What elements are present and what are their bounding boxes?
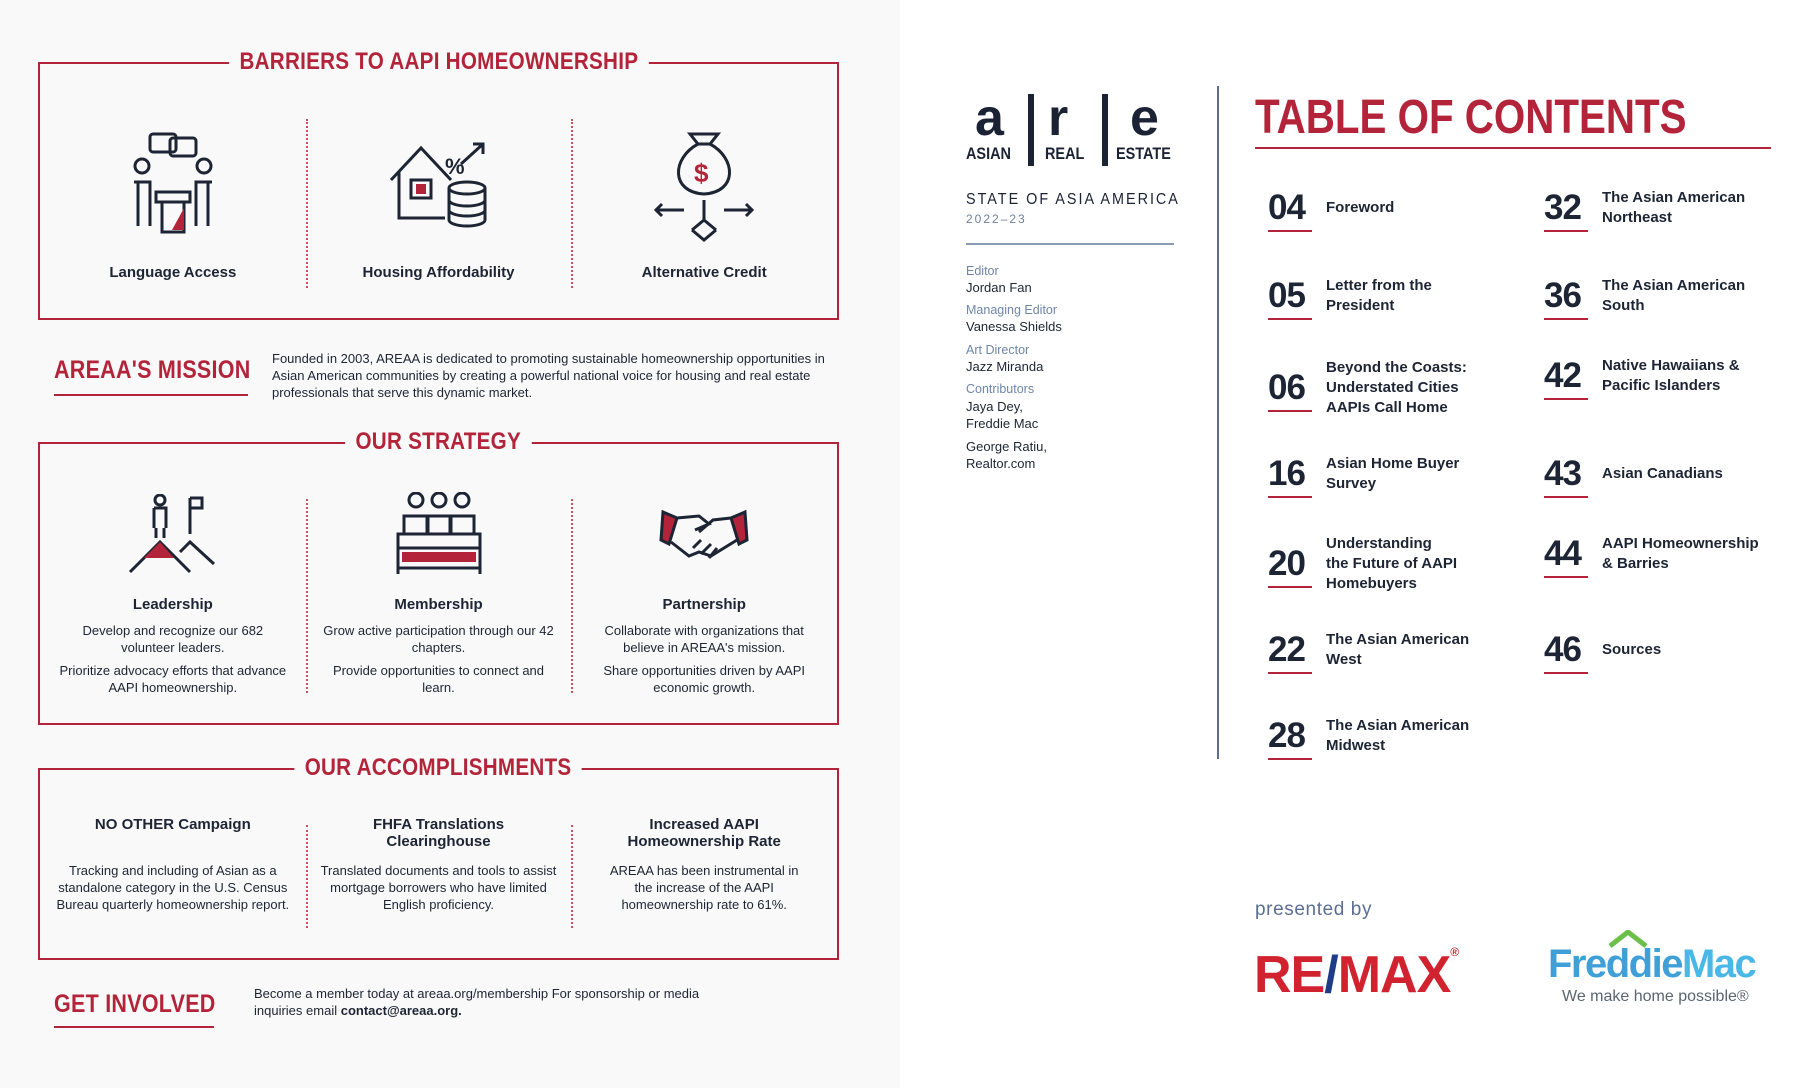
toc-entry[interactable] bbox=[1544, 276, 1745, 316]
accomplishment-text: Tracking and including of Asian as a standalone category in the U.S. Census Bureau quarterly homeownership report. bbox=[56, 863, 290, 912]
strategy-line: Prioritize advocacy efforts that advance AAPI homeownership. bbox=[59, 663, 287, 695]
toc-entry[interactable] bbox=[1268, 630, 1469, 670]
strategy-label: Partnership bbox=[662, 596, 746, 613]
credit-role: Contributors bbox=[966, 382, 1035, 396]
strategy-title: OUR STRATEGY bbox=[345, 427, 531, 457]
freddie-mac-tagline: We make home possible® bbox=[1562, 988, 1749, 1005]
toc-page-number: 05 bbox=[1268, 276, 1320, 316]
toc-entry[interactable] bbox=[1268, 454, 1459, 494]
accomplishments-title: OUR ACCOMPLISHMENTS bbox=[295, 753, 582, 783]
barrier-alternative-credit bbox=[571, 64, 837, 318]
leadership-icon bbox=[128, 494, 218, 576]
freddie-mac-logo bbox=[1548, 930, 1778, 1010]
strategy-line: Provide opportunities to connect and learn. bbox=[332, 663, 545, 695]
alternative-credit-icon bbox=[652, 130, 756, 242]
barrier-label: Language Access bbox=[109, 264, 237, 281]
strategy-text bbox=[320, 622, 558, 696]
strategy-line: Grow active participation through our 42 chapters. bbox=[323, 623, 554, 655]
toc-entry[interactable] bbox=[1268, 358, 1467, 418]
toc-entry[interactable] bbox=[1544, 188, 1745, 228]
toc-entry[interactable] bbox=[1544, 454, 1723, 494]
get-involved-underline bbox=[54, 1026, 214, 1028]
contact-email-link[interactable]: contact@areaa.org. bbox=[340, 1003, 462, 1018]
toc-page-number: 32 bbox=[1544, 188, 1596, 228]
barrier-housing-affordability bbox=[306, 64, 572, 318]
barrier-language-access bbox=[40, 64, 306, 318]
remax-max: MAX bbox=[1337, 946, 1451, 1004]
toc-entry[interactable] bbox=[1268, 188, 1394, 228]
accomplishment-fhfa bbox=[306, 770, 572, 958]
get-involved-heading: GET INVOLVED bbox=[54, 990, 216, 1018]
remax-registered: ® bbox=[1450, 945, 1459, 959]
svg-text:$: $ bbox=[694, 158, 709, 188]
strategy-leadership bbox=[40, 444, 306, 723]
get-involved-copy: Become a member today at areaa.org/membership For sponsorship or media inquiries email bbox=[254, 986, 700, 1018]
svg-text:%: % bbox=[444, 154, 465, 179]
toc-rule bbox=[1255, 147, 1771, 149]
toc-page-number: 42 bbox=[1544, 356, 1596, 396]
publication-year: 2022–23 bbox=[966, 212, 1027, 226]
toc-entry-label: The Asian American Midwest bbox=[1326, 717, 1470, 754]
toc-page-number: 44 bbox=[1544, 534, 1596, 574]
toc-entry-label: Foreword bbox=[1326, 199, 1395, 216]
toc-entry-label: Native Hawaiians & Pacific Islanders bbox=[1602, 357, 1740, 394]
toc-entry-label: The Asian American Northeast bbox=[1602, 189, 1746, 226]
strategy-partnership bbox=[571, 444, 837, 723]
credit-name: Jaya Dey, Freddie Mac bbox=[966, 399, 1039, 431]
barrier-label: Housing Affordability bbox=[362, 264, 515, 281]
strategy-label: Membership bbox=[394, 596, 483, 613]
accomplishment-label: FHFA Translations Clearinghouse bbox=[372, 816, 505, 850]
areaa-logo bbox=[966, 88, 1176, 168]
toc-entry[interactable] bbox=[1544, 630, 1661, 670]
freddie-word: Freddie bbox=[1548, 942, 1682, 986]
membership-icon bbox=[394, 492, 484, 576]
logo-letter: r bbox=[1048, 89, 1069, 147]
accomplishment-no-other bbox=[40, 770, 306, 958]
credit-name: Vanessa Shields bbox=[966, 319, 1062, 334]
vertical-divider bbox=[1217, 86, 1219, 759]
masthead-rule bbox=[966, 243, 1174, 245]
toc-page-number: 04 bbox=[1268, 188, 1320, 228]
credit-name: Jordan Fan bbox=[966, 280, 1032, 295]
toc-entry[interactable] bbox=[1268, 716, 1469, 756]
barriers-title: BARRIERS TO AAPI HOMEOWNERSHIP bbox=[229, 47, 648, 77]
mission-heading: AREAA'S MISSION bbox=[54, 356, 251, 384]
toc-entry-label: AAPI Homeownership & Barries bbox=[1602, 535, 1759, 572]
credit-role: Editor bbox=[966, 264, 999, 278]
toc-page-number: 06 bbox=[1268, 368, 1320, 408]
remax-re: RE bbox=[1254, 946, 1325, 1004]
toc-entry-label: The Asian American South bbox=[1602, 277, 1746, 314]
accomplishment-text: Translated documents and tools to assist mortgage borrowers who have limited English proficiency. bbox=[320, 863, 557, 912]
toc-page-number: 22 bbox=[1268, 630, 1320, 670]
freddie-mac-wordmark bbox=[1548, 942, 1755, 987]
toc-entry[interactable] bbox=[1544, 356, 1740, 396]
accomplishments-section bbox=[38, 754, 839, 960]
toc-entry[interactable] bbox=[1268, 534, 1457, 594]
toc-page-number: 16 bbox=[1268, 454, 1320, 494]
housing-affordability-icon bbox=[387, 138, 491, 230]
strategy-line: Collaborate with organizations that believe in AREAA's mission. bbox=[604, 623, 804, 655]
handshake-icon bbox=[659, 506, 749, 560]
toc-page-number: 20 bbox=[1268, 544, 1320, 584]
strategy-label: Leadership bbox=[132, 596, 213, 613]
credit-role: Art Director bbox=[966, 343, 1030, 357]
toc-entry-label: Asian Canadians bbox=[1602, 465, 1723, 482]
credit-name: George Ratiu, Realtor.com bbox=[966, 439, 1047, 471]
presented-by-label: presented by bbox=[1255, 899, 1373, 920]
logo-word: ESTATE bbox=[1116, 144, 1171, 163]
toc-entry-label: Understanding the Future of AAPI Homebuyers bbox=[1326, 535, 1458, 592]
language-access-icon bbox=[128, 132, 218, 236]
logo-letter: a bbox=[975, 89, 1004, 147]
publication-title: STATE OF ASIA AMERICA bbox=[966, 191, 1180, 208]
accomplishment-homeownership-rate bbox=[571, 770, 837, 958]
strategy-text bbox=[585, 622, 823, 696]
get-involved-text bbox=[254, 985, 744, 1019]
toc-entry[interactable] bbox=[1268, 276, 1432, 316]
credit-name: Jazz Miranda bbox=[966, 359, 1044, 374]
toc-title: TABLE OF CONTENTS bbox=[1255, 91, 1687, 144]
logo-word: ASIAN bbox=[966, 144, 1011, 163]
credit-role: Managing Editor bbox=[966, 303, 1058, 317]
mission-underline bbox=[54, 394, 248, 396]
remax-slash: / bbox=[1324, 946, 1338, 1004]
strategy-line: Share opportunities driven by AAPI economic growth. bbox=[603, 663, 805, 695]
barriers-section bbox=[38, 48, 839, 320]
barrier-label: Alternative Credit bbox=[641, 264, 767, 281]
toc-entry[interactable] bbox=[1544, 534, 1759, 574]
logo-divider bbox=[1102, 94, 1108, 166]
logo-word: REAL bbox=[1045, 144, 1085, 163]
accomplishment-label: NO OTHER Campaign bbox=[94, 816, 251, 833]
toc-page-number: 36 bbox=[1544, 276, 1596, 316]
toc-entry-label: Asian Home Buyer Survey bbox=[1326, 455, 1460, 492]
toc-page-number: 43 bbox=[1544, 454, 1596, 494]
toc-entry-label: Sources bbox=[1602, 641, 1662, 658]
toc-page-number: 28 bbox=[1268, 716, 1320, 756]
strategy-text bbox=[54, 622, 292, 696]
logo-divider bbox=[1028, 94, 1034, 166]
toc-entry-label: The Asian American West bbox=[1326, 631, 1470, 668]
strategy-membership bbox=[306, 444, 572, 723]
remax-logo bbox=[1254, 945, 1458, 1005]
strategy-line: Develop and recognize our 682 volunteer leaders. bbox=[82, 623, 264, 655]
strategy-section bbox=[38, 428, 839, 725]
toc-entry-label: Letter from the President bbox=[1326, 277, 1432, 314]
accomplishment-label: Increased AAPI Homeownership Rate bbox=[627, 816, 781, 850]
mission-text: Founded in 2003, AREAA is dedicated to promoting sustainable homeownership opportunities in Asian American communities by creating a powerful national voice for housing and real estate professionals that serve this dynamic market. bbox=[272, 351, 825, 400]
accomplishment-text: AREAA has been instrumental in the increase of the AAPI homeownership rate to 61%. bbox=[609, 863, 799, 912]
toc-page-number: 46 bbox=[1544, 630, 1596, 670]
mac-word: Mac bbox=[1681, 942, 1756, 986]
toc-entry-label: Beyond the Coasts: Understated Cities AAPIs Call Home bbox=[1326, 359, 1467, 416]
logo-letter: e bbox=[1130, 89, 1159, 147]
